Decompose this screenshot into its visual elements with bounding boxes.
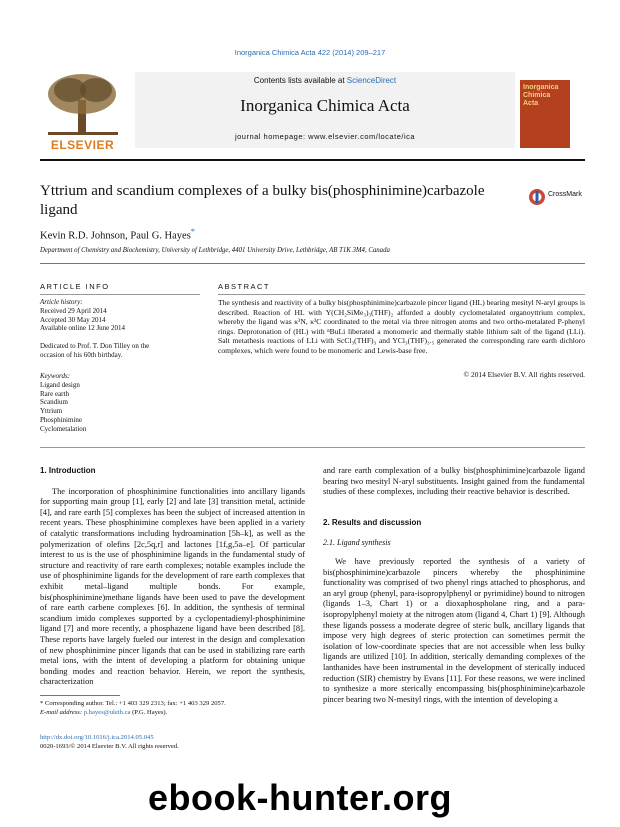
section-heading: 2. Results and discussion <box>323 517 422 527</box>
cover-title: Inorganica Chimica Acta <box>523 84 559 107</box>
crossmark-icon <box>528 188 546 206</box>
crossmark-label: CrossMark <box>548 191 582 198</box>
history-item: Accepted 30 May 2014 <box>40 315 106 324</box>
keyword: Ligand design <box>40 380 80 389</box>
keyword: Cyclometalation <box>40 424 87 433</box>
journal-banner <box>40 72 585 157</box>
journal-masthead <box>135 72 515 148</box>
issn-line: 0020-1693/© 2014 Elsevier B.V. All rights reserved. <box>40 743 179 750</box>
paragraph: and rare earth complexation of a bulky bis(phosphinimine)carbazole ligand bearing two mesityl N-aryl substituents. Insight gained from the fundamental studies of these complexes, including their reactive behavior is described. <box>323 466 585 497</box>
email-line <box>40 709 310 718</box>
keyword: Phosphinimine <box>40 415 83 424</box>
divider <box>40 294 200 295</box>
section-heading: 1. Introduction <box>40 466 96 475</box>
footnote <box>40 700 310 717</box>
article-history <box>40 298 205 333</box>
affiliation: Department of Chemistry and Biochemistry, University of Lethbridge, 4401 University Drive, Lethbridge, AB T1K 3M4, Canada <box>40 247 390 254</box>
corresponding-author-mark[interactable]: * <box>190 226 196 236</box>
contents-line <box>135 76 515 85</box>
abstract-copyright: © 2014 Elsevier B.V. All rights reserved. <box>463 370 585 379</box>
footnote-rule <box>40 695 120 696</box>
dedication: Dedicated to Prof. T. Don Tilley on the occasion of his 60th birthday. <box>40 342 150 359</box>
authors: Kevin R.D. Johnson, Paul G. Hayes <box>40 230 191 242</box>
elsevier-tree-logo <box>40 72 125 152</box>
elsevier-wordmark: ELSEVIER <box>50 138 115 152</box>
journal-cover-thumbnail <box>520 80 570 148</box>
email-link[interactable]: p.hayes@uleth.ca <box>83 708 131 716</box>
article-info-heading: ARTICLE INFO <box>40 282 110 291</box>
paragraph: We have previously reported the synthesis of a variety of bis(phosphinimine)carbazole pincers whereby the phosphinimine functionality was comprised of two phenyl rings attached to phosphorus, and an aryl group (phenyl, para-isopropylphenyl or pyrimidine) bound to nitrogen (ligands 1–3, Chart 1) or a dioxaphospholane ring, and a para-isopropylphenyl moiety at the nitrogen atom (ligand 4, Chart 1) [9]. Although these ligands possess a moderate degree of steric bulk, ancillary ligands that impose very high degrees of steric protection can sometimes permit the isolation of low-coordinate species that are not accessible when less bulky ligands are utilized [10]. In addition, sterically demanding complexes of the lanthanides have been instrumental in the development of sterically induced reduction (SIR) chemistry by Evans [11]. For these reasons, we were inclined to synthesize a more sterically encompassing bis(phosphinimine)carbazole pincer bearing two N-mesityl rings, with the intention of developing a <box>323 556 585 704</box>
divider <box>40 447 585 448</box>
email-label: E-mail address: <box>40 708 83 716</box>
keywords <box>40 372 205 434</box>
divider <box>40 263 585 264</box>
divider <box>218 294 585 295</box>
keyword: Scandium <box>40 398 68 407</box>
journal-title: Inorganica Chimica Acta <box>240 96 410 115</box>
subsection-heading: 2.1. Ligand synthesis <box>323 538 391 548</box>
body-column-left <box>40 466 305 688</box>
doi-link[interactable]: http://dx.doi.org/10.1016/j.ica.2014.05.045 <box>40 734 154 741</box>
author-list <box>40 226 195 242</box>
email-suffix: (P.G. Hayes). <box>132 708 168 716</box>
crossmark-badge[interactable] <box>528 188 588 206</box>
body-column-right <box>323 466 585 705</box>
contents-prefix: Contents lists available at <box>253 76 345 85</box>
keyword: Yttrium <box>40 407 63 416</box>
doi-block <box>40 733 179 751</box>
sciencedirect-link[interactable]: ScienceDirect <box>346 76 397 85</box>
history-item: Received 29 April 2014 <box>40 306 107 315</box>
corresponding-author-note: * Corresponding author. Tel.: +1 403 329 2313; fax: +1 403 329 2057. <box>40 700 226 707</box>
header-rule <box>40 159 585 161</box>
history-item: Available online 12 June 2014 <box>40 324 126 333</box>
watermark: ebook-hunter.org <box>148 777 452 818</box>
keywords-label: Keywords: <box>40 372 71 380</box>
abstract-text: The synthesis and reactivity of a bulky bis(phosphinimine)carbazole pincer ligand (HL) bearing mesityl N-aryl groups is described. Reaction of HL with Y(CH₂SiMe₃)₃(THF)₂ afforded a doubly cyclometalated organoyttrium complex, whereby the ligand was κ³N, κ²C coordinated to the metal via three nitrogen atoms and two ortho-metalated P-phenyl rings. Deprotonation of (HL) with ⁿBuLi liberated a monomeric and thermally stable lithium salt of the ligand (LLi). Salt metathesis reactions of LLi with ScCl₃(THF)₃ and YCl₃(THF)₃.₅ generated the corresponding rare earth dichloro complexes, which were found to be monomeric and Lewis-base free. <box>218 298 585 355</box>
journal-reference[interactable]: Inorganica Chimica Acta 422 (2014) 209–217 <box>234 48 386 57</box>
abstract-heading: ABSTRACT <box>218 282 271 291</box>
history-label: Article history: <box>40 298 83 306</box>
article-title: Yttrium and scandium complexes of a bulky bis(phosphinimine)carbazole ligand <box>40 183 485 218</box>
journal-homepage[interactable]: journal homepage: www.elsevier.com/locate/ica <box>234 132 416 141</box>
keyword: Rare earth <box>40 389 69 398</box>
paragraph: The incorporation of phosphinimine functionalities into ancillary ligands for supporting main group [1], early [2] and late [3] transition metal, actinide [4], and rare earth [5] complexes has been the subject of increased attention in recent years. These phosphinimine complexes have been applied in a variety of catalytic transformations including hydroamination [5h–k], as well as the polymerization of olefins [2c,5q,r] and lactones [1f,g,5a–e]. Of particular interest to us is the use of phosphinimine ligands in the fundamental study of structure and reactivity of rare earth complexes; notable examples include the use of phosphinimine ligands for the development of rare earth complexes that exhibit metal–ligand multiple bonds. For example, bis(phosphinimine)methane ligands have been used to pave the development of rare earth carbene complexes [6]. In addition, the synthesis of terminal scandium imido complexes supported by a cyclopentadienyl-phosphinimine ligand [7] and more recently, a phosphazene ligand have been described [8]. These reports have largely fueled our interest in the design and complexation of new phosphinimine pincer ligands that can be used in stabilizing rare earth metal ions, with the intent of developing a platform for obtaining unique bonding modes and reaction behavior. Herein, we report the synthesis, characterization <box>40 486 305 687</box>
